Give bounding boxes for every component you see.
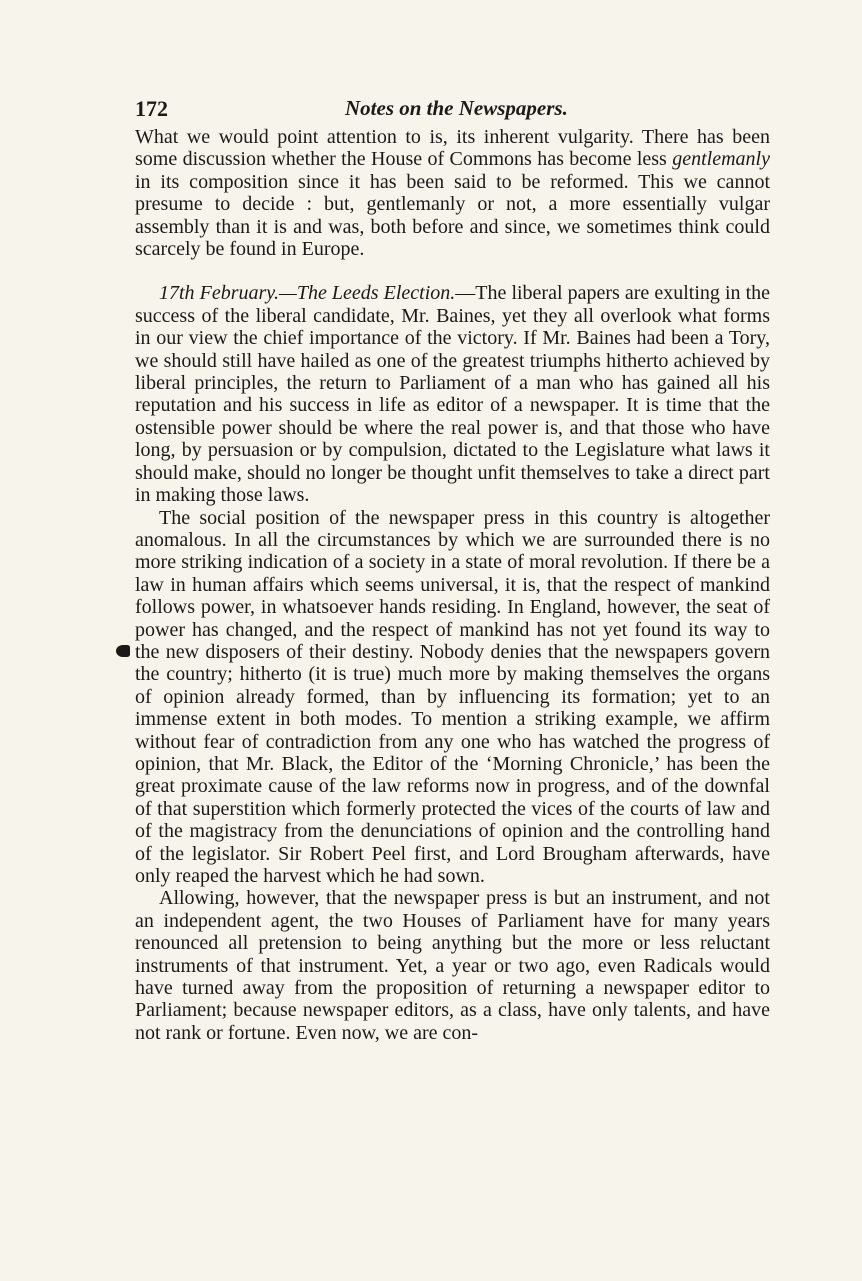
paragraph-text: in its composition since it has been said to be reformed. This we cannot presume to decide : but, gentlemanly or not, a more essentially vulgar assembly than it is and was, both before and since, we sometimes think could scarcely be found in Europe. <box>135 170 770 261</box>
page-number: 172 <box>135 96 168 121</box>
paragraph-vulgarity <box>135 126 770 260</box>
page-header <box>135 96 770 126</box>
running-head: Notes on the Newspapers. <box>345 96 568 120</box>
paragraph-text: What we would point attention to is, its inherent vulgarity. There has been some discussion whether the House of Commons has become less <box>135 126 770 171</box>
ink-blot-mark <box>116 645 130 657</box>
paragraph-allowing: Allowing, however, that the newspaper press is but an instrument, and not an independent agent, the two Houses of Parliament have for many years renounced all pretension to being anything but the more or less reluctant instruments of that instrument. Yet, a year or two ago, even Radicals would have turned away from the proposition of returning a newspaper editor to Parliament; because newspaper editors, as a class, have only talents, and have not rank or fortune. Even now, we are con- <box>135 887 770 1044</box>
emphasized-word: gentlemanly <box>672 148 770 171</box>
paragraph-leeds-election <box>135 282 770 506</box>
paragraph-social-position: The social position of the newspaper press in this country is altogether anomalous. In all the circumstances by which we are surrounded there is no more striking indication of a society in a state of moral revolution. If there be a law in human affairs which seems universal, it is, that the respect of mankind follows power, in whatsoever hands residing. In England, however, the seat of power has changed, and the respect of mankind has not yet found its way to the new disposers of their destiny. Nobody denies that the newspapers govern the country; hitherto (it is true) much more by making themselves the organs of opinion already formed, than by influencing its formation; yet to an immense extent in both modes. To mention a striking example, we affirm without fear of contradiction from any one who has watched the progress of opinion, that Mr. Black, the Editor of the ‘Morning Chronicle,’ has been the great proximate cause of the law reforms now in progress, and of the downfal of that superstition which formerly protected the vices of the courts of law and of the magistracy from the denunciations of opinion and the controlling hand of the legislator. Sir Robert Peel first, and Lord Brougham afterwards, have only reaped the harvest which he had sown. <box>135 506 770 887</box>
paragraph-text: —The liberal papers are exulting in the success of the liberal candidate, Mr. Baines, yet they all overlook what forms in our view the chief importance of the victory. If Mr. Baines had been a Tory, we should still have hailed as one of the greatest triumphs hitherto achieved by liberal principles, the return to Parliament of a man who has gained all his reputation and his success in life as editor of a newspaper. It is time that the ostensible power should be where the real power is, and that those who have long, by persuasion or by compulsion, dictated to the Legislature what laws it should make, should no longer be thought unfit themselves to take a direct part in making those laws. <box>135 282 771 507</box>
entry-heading: 17th February.—The Leeds Election. <box>159 282 456 305</box>
